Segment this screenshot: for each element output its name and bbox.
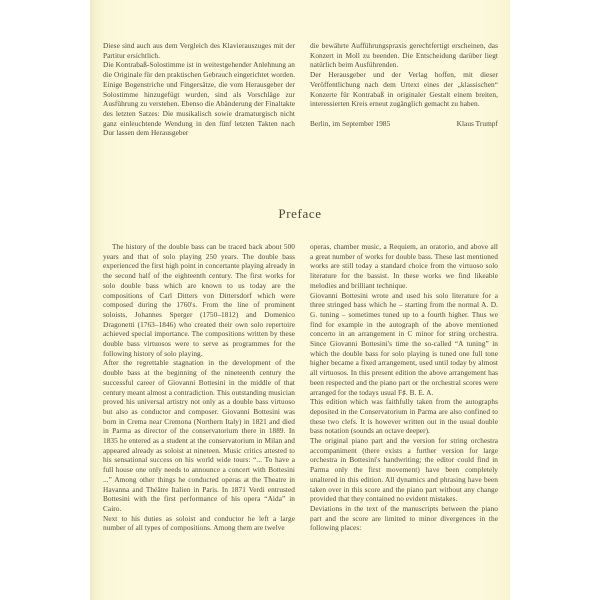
paragraph: Giovanni Bottesini wrote and used his solo literature for a three stringed bass which he – starting from the normal A. D. G. tuning – sometimes tuned up to a fourth higher. Thus we find for example in the autograph of the above mentioned concerto in an arrangement in C minor for string orchestra. Since Giovanni Bottesini's time the so-called “A tuning” in which the double bass for solo playing is tuned one full tone higher became a fixed arrangement, used until today by almost all virtuosos. In this present edition the above arrangement has been respected and the piano part or the orchestral scores were arranged for the todays usual F♯. B. E. A. bbox=[310, 290, 498, 397]
paragraph: Next to his duties as soloist and conductor he left a large number of all types of compositions. Among them are twelve bbox=[103, 513, 295, 533]
paragraph: The original piano part and the version for string orchestra accompaniment (there exists a further version for large orchestra in Bottesini's handwriting; the editor could find in Parma only the first movement) have been completely unaltered in this edition. All dynamics and phrasing have been taken over in this score and the piano part without any change provided that they contained no evident mistakes. bbox=[310, 436, 498, 504]
english-right-column bbox=[310, 242, 498, 533]
paragraph: Deviations in the text of the manuscripts between the piano part and the score are limited to minor divergences in the following places: bbox=[310, 503, 498, 533]
preface-heading: Preface bbox=[278, 206, 322, 221]
english-left-column bbox=[103, 242, 295, 533]
paragraph: Der Herausgeber und der Verlag hoffen, mit dieser Veröffentlichung nach dem Urtext eines der „klassischen“ Konzerte für Kontrabaß in originaler Gestalt einem breiten, interessierten Kreis erneut zugänglich gemacht zu haben. bbox=[310, 70, 498, 109]
dateline-place-date: Berlin, im September 1985 bbox=[310, 118, 391, 128]
paragraph: The history of the double bass can be traced back about 500 years and that of solo playing 250 years. The double bass experienced the first high point in concertante playing already in the second half of the eighteenth century. The first works for solo double bass which are known to us today are the compositions of Carl Ditters von Dittersdorf which were composed during the 1760's. From the line of prominent soloists, Johannes Sperger (1750–1812) and Domenico Dragonetti (1763–1846) who created their own solo repertoire achieved special importance. The compositions written by these double bass virtuosos were to serve as programmes for the following history of solo playing. bbox=[103, 242, 295, 358]
german-right-paragraphs bbox=[310, 41, 498, 109]
book-page bbox=[90, 0, 510, 600]
paragraph: After the regrettable stagnation in the development of the double bass at the beginning of the nineteenth century the successful career of Giovanni Bottesini in the middle of that century meant almost a contradiction. This outstanding musician proved his universal artistry not only as a double bass virtuoso but also as conductor and composer. Giovanni Bottesini was born in Crema near Cremona (Northern Italy) in 1821 and died in Parma as director of the conservatorium there in 1889. In 1835 he entered as a student at the conservatorium in Milan and appeared already as soloist at nineteen. Music critics attested to his sensational success on his world wide tours: “... To have a full house one only needs to announce a concert with Bottesini ...” Among other things he conducted operas at the Theatre in Havanna and Théâtre Italien in Paris. In 1871 Verdi entrusted Bottesini with the first performance of his opera “Aida” in Cairo. bbox=[103, 358, 295, 513]
dateline-row bbox=[310, 119, 498, 129]
paragraph: This edition which was faithfully taken from the autographs deposited in the Conservatorium in Parma are also confined to these two clefs. It is however written out in the usual double bass notation (sounds an octave deeper). bbox=[310, 397, 498, 436]
paragraph: die bewährte Aufführungspraxis gerechtfertigt erscheinen, das Konzert in Moll zu beenden. Die Entscheidung darüber liegt natürlich beim Ausführenden. bbox=[310, 41, 498, 70]
signature-name: Klaus Trumpf bbox=[456, 118, 498, 128]
paragraph: Diese sind auch aus dem Vergleich des Klavierauszuges mit der Partitur ersichtlich. bbox=[103, 41, 295, 60]
paragraph: Die Kontrabaß-Solostimme ist in weitestgehender Anlehnung an die Originale für den praktischen Gebrauch eingerichtet worden. Einige Bogenstriche und Fingersätze, die vom Herausgeber der Solostimme hinzugefügt wurden, sind als Vorschläge zur Ausführung zu verstehen. Ebenso die Abänderung der Finaltakte des letzten Satzes: Die musikalisch sowie dramaturgisch nicht ganz einleuchtende Wendung in den fünf letzten Takten nach Dur lassen dem Herausgeber bbox=[103, 60, 295, 138]
german-right-column bbox=[310, 41, 498, 129]
german-left-column bbox=[103, 41, 295, 138]
paragraph: operas, chamber music, a Requiem, an oratorio, and above all a great number of works for double bass. These last mentioned works are still today a standard choice from the virtuoso solo literature for the bassist. In these works we find likeable melodies and brilliant technique. bbox=[310, 242, 498, 290]
